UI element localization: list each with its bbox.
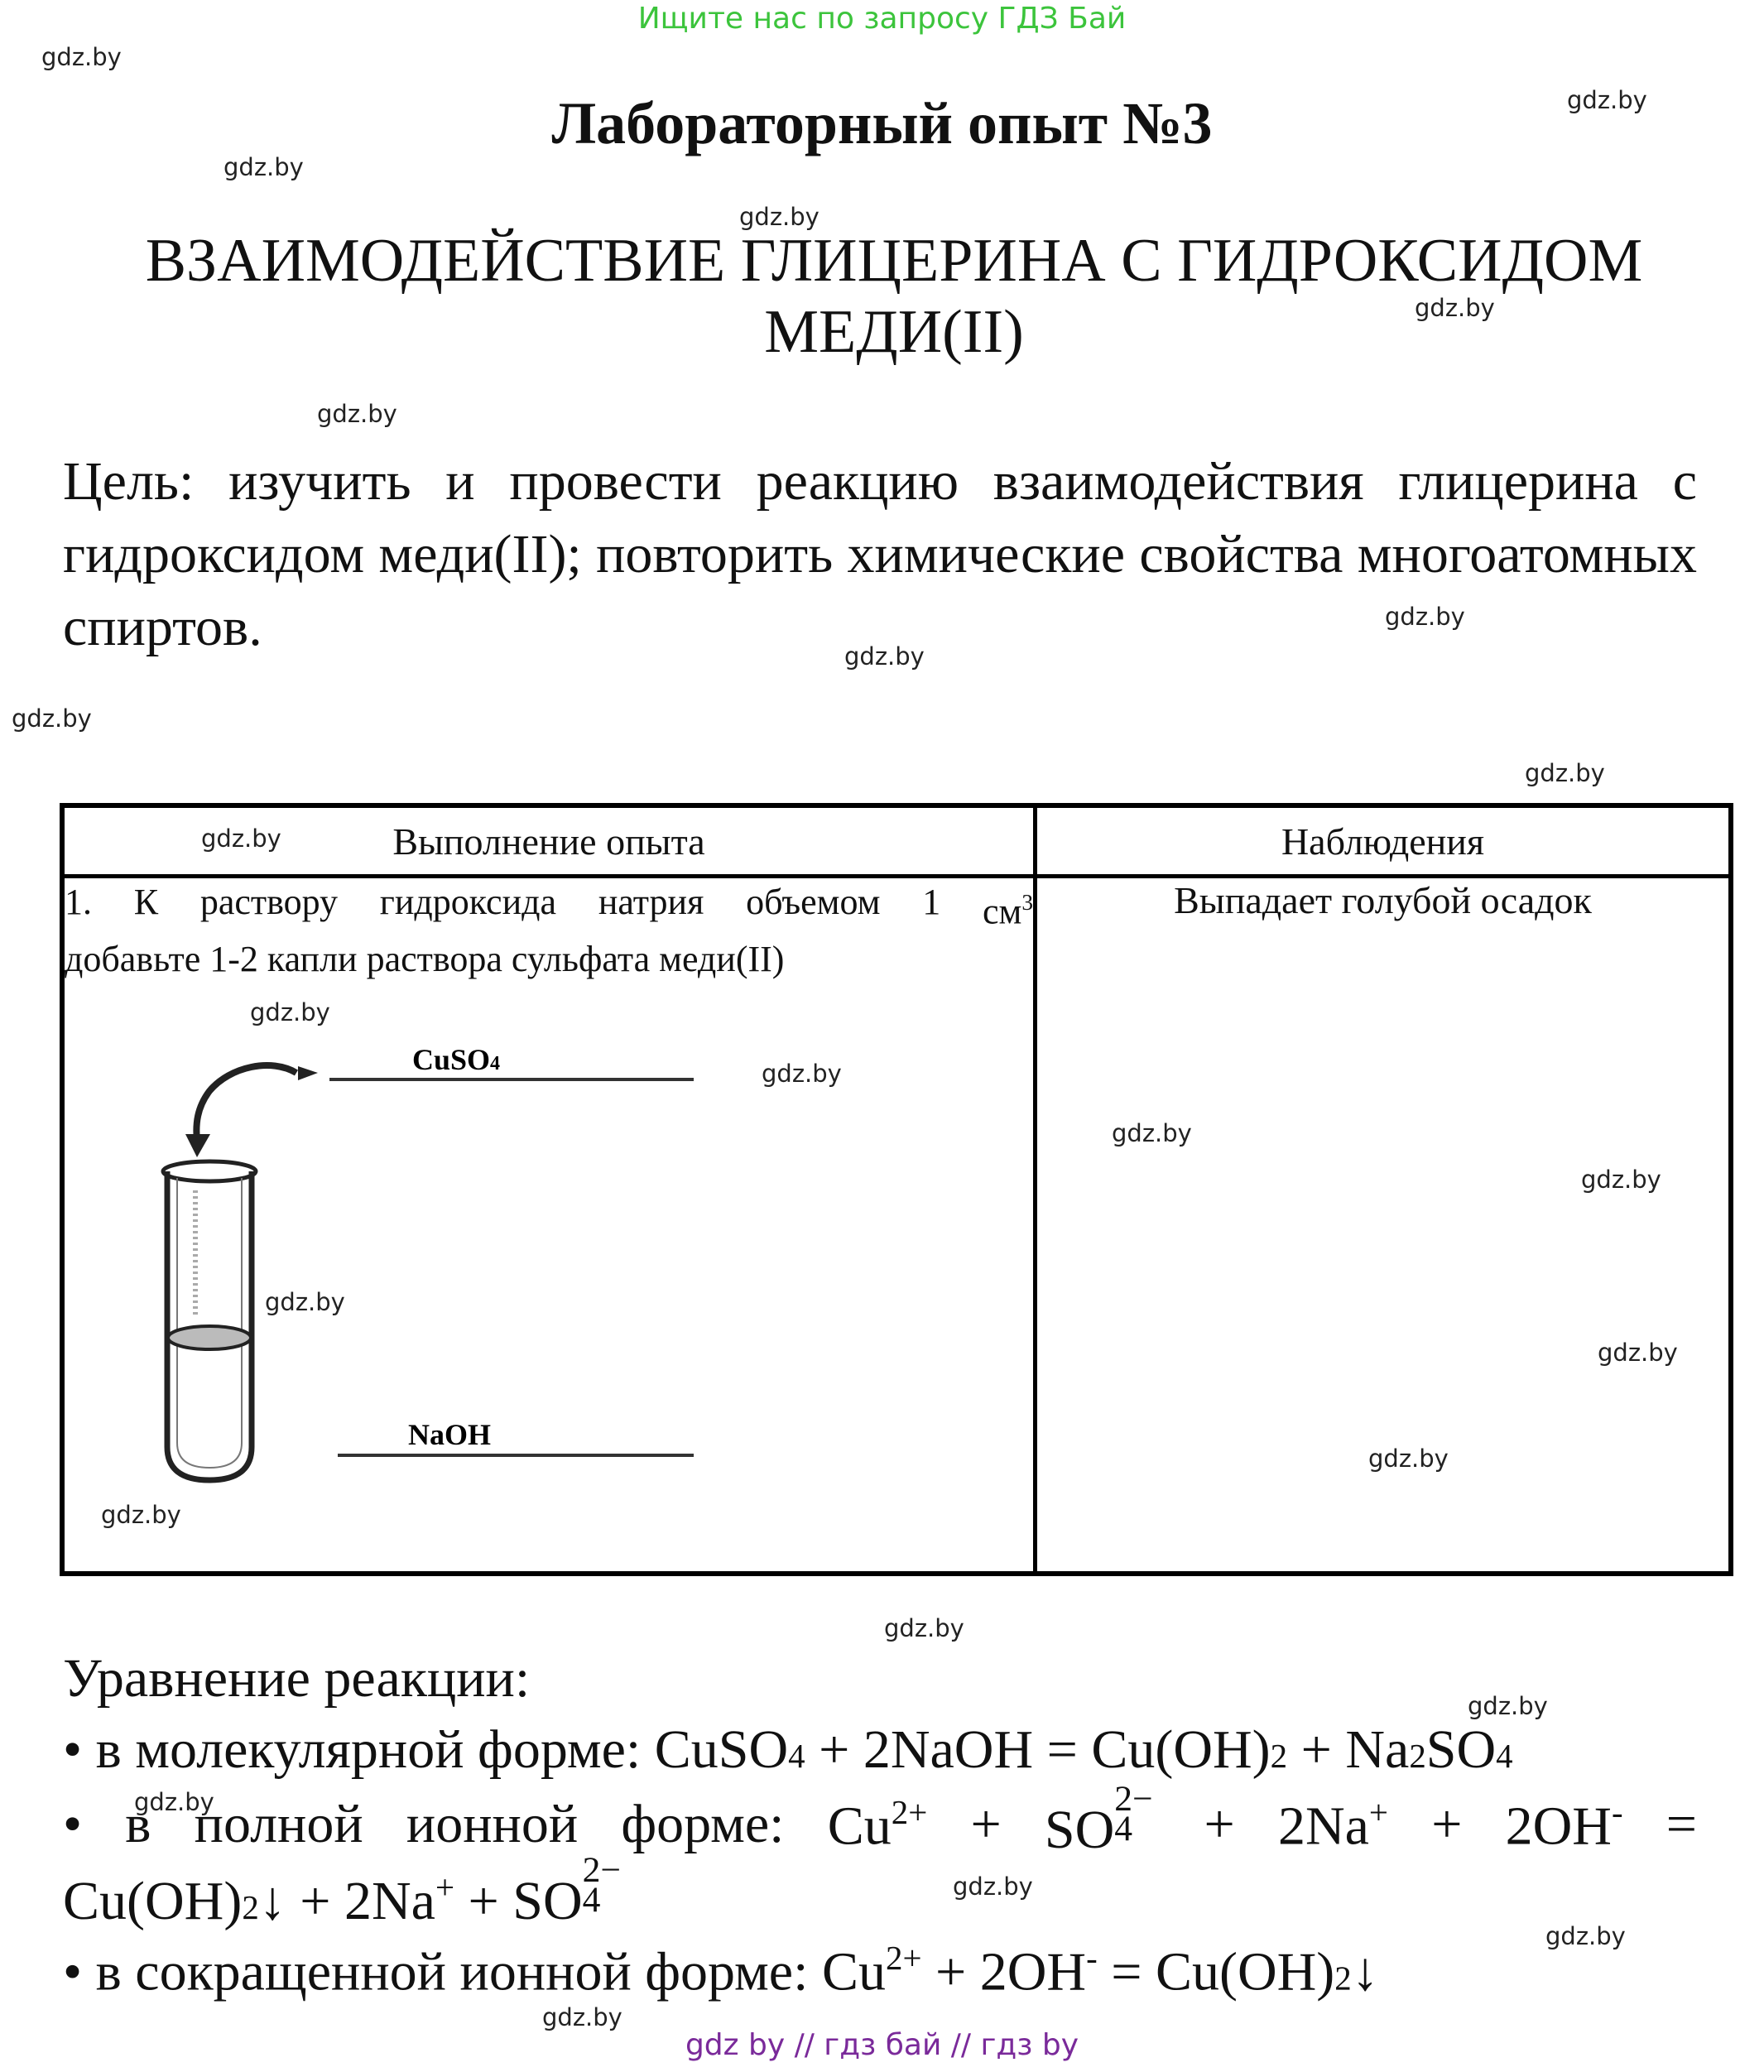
watermark: gdz.by	[134, 1788, 214, 1816]
watermark: gdz.by	[1581, 1166, 1661, 1194]
charge: 2+	[885, 1940, 922, 1977]
table-row	[62, 877, 1731, 1574]
watermark: gdz.by	[1468, 1692, 1548, 1720]
step-word: К	[133, 882, 159, 922]
arrow-head	[185, 1134, 210, 1157]
precipitate-arrow-icon: ↓	[1351, 1941, 1379, 2002]
watermark: gdz.by	[1525, 759, 1605, 787]
watermark: gdz.by	[1567, 86, 1647, 114]
column-header: Наблюдения	[1036, 805, 1732, 877]
watermark: gdz.by	[739, 203, 820, 231]
watermark: gdz.by	[1112, 1119, 1192, 1147]
operator: +	[468, 1871, 499, 1931]
watermark: gdz.by	[1545, 1922, 1626, 1950]
full-ionic-equation-line1	[63, 1778, 1697, 1862]
equation-prefix-word: форме:	[621, 1794, 785, 1854]
watermark: gdz.by	[224, 153, 304, 181]
operator: =	[1046, 1719, 1078, 1780]
equation-prefix: • в молекулярной форме:	[63, 1719, 642, 1780]
formula-part: Cu	[654, 1719, 719, 1780]
watermark: gdz.by	[1368, 1445, 1449, 1473]
ion-na: 2Na+	[1277, 1794, 1388, 1857]
precipitate-arrow-icon: ↓	[258, 1871, 286, 1931]
subscript: 2	[242, 1889, 259, 1926]
operator: +	[1204, 1794, 1235, 1854]
watermark: gdz.by	[250, 998, 330, 1026]
formula-part: Na	[1345, 1719, 1410, 1780]
ion-so4: SO 2− 4	[1044, 1778, 1153, 1860]
full-ionic-equation-line2	[63, 1849, 629, 1933]
step-word: 1	[922, 882, 941, 922]
step-word: гидроксида	[379, 882, 557, 922]
page-title: Лабораторный опыт №3	[551, 90, 1213, 156]
step-text-line	[65, 878, 1033, 935]
watermark: gdz.by	[542, 2003, 622, 2031]
label-naoh: NaOH	[408, 1418, 492, 1452]
step-word: натрия	[598, 882, 704, 922]
formula-part: 2OH	[979, 1941, 1087, 2002]
charge: +	[435, 1868, 455, 1906]
equations-heading: Уравнение реакции:	[63, 1648, 531, 1709]
footer-banner: gdz by // гдз бай // гдз by	[685, 2028, 1079, 2062]
watermark: gdz.by	[1415, 294, 1495, 322]
drop-arrow-icon	[196, 1065, 296, 1141]
table-header-row	[62, 805, 1731, 877]
operator: +	[935, 1941, 967, 2002]
watermark: gdz.by	[317, 400, 397, 428]
charge: -	[1086, 1940, 1098, 1977]
observation-cell	[1036, 877, 1732, 1574]
goal-paragraph: Цель: изучить и провести реакцию взаимодействия глицерина с гидроксидом меди(II); повторить химические свойства многоатомных спиртов.	[63, 451, 1697, 657]
arrow-tail	[298, 1066, 318, 1080]
subscript: 4	[1496, 1738, 1513, 1775]
watermark: gdz.by	[844, 642, 925, 671]
operator: =	[1111, 1941, 1142, 2002]
operator: +	[1431, 1794, 1463, 1854]
watermark: gdz.by	[1598, 1339, 1678, 1367]
formula-part: Cu(OH)	[1091, 1719, 1271, 1780]
watermark: gdz.by	[762, 1060, 842, 1088]
subscript: 4	[788, 1738, 805, 1775]
step-unit	[983, 878, 1033, 935]
observation-text: Выпадает голубой осадок	[1174, 879, 1592, 921]
column-header: Выполнение опыта	[62, 805, 1036, 877]
test-tube-figure	[65, 1000, 694, 1513]
ion-cu: $Cu^{2+}$	[827, 1794, 928, 1857]
equation-prefix-word: полной	[194, 1794, 363, 1854]
formula-part: Cu(OH)	[63, 1871, 243, 1931]
short-ionic-equation	[63, 1939, 1379, 2004]
formula-part: Cu(OH)	[1155, 1941, 1335, 2002]
watermark: gdz.by	[201, 824, 281, 853]
operator: +	[970, 1794, 1002, 1854]
watermark: gdz.by	[1385, 603, 1465, 631]
subtitle-line: МЕДИ(II)	[764, 298, 1024, 366]
equation-prefix-word: ионной	[406, 1794, 579, 1854]
experiment-table	[60, 803, 1733, 1576]
equation-prefix-word: •	[63, 1794, 83, 1854]
step-word: раствору	[199, 882, 339, 922]
watermark: gdz.by	[953, 1872, 1033, 1901]
operator: +	[1300, 1719, 1332, 1780]
subscript: 2	[1409, 1738, 1426, 1775]
unit-exponent: 3	[1021, 890, 1033, 915]
test-tube-inner	[177, 1178, 242, 1468]
subtitle-line: ВЗАИМОДЕЙСТВИЕ ГЛИЦЕРИНА С ГИДРОКСИДОМ	[145, 227, 1643, 295]
formula-part: Cu	[821, 1941, 886, 2002]
subscript: 2	[1270, 1738, 1288, 1775]
equation-prefix: • в сокращенной ионной форме:	[63, 1941, 809, 2002]
ion-oh: 2OH-	[1505, 1794, 1623, 1857]
formula-part: 2NaOH	[863, 1719, 1034, 1780]
watermark: gdz.by	[41, 43, 122, 71]
experiment-subtitle	[108, 225, 1680, 368]
subscript: 2	[1334, 1959, 1352, 1997]
procedure-cell	[62, 877, 1036, 1574]
watermark: gdz.by	[884, 1614, 964, 1642]
watermark: gdz.by	[101, 1501, 181, 1529]
step-text-line: добавьте 1-2 капли раствора сульфата меди(II)	[65, 939, 785, 980]
operator: =	[1665, 1794, 1697, 1854]
step-word: 1.	[65, 882, 92, 922]
formula-part: SO	[718, 1719, 789, 1780]
operator: +	[300, 1871, 331, 1931]
formula-part: SO	[1425, 1719, 1497, 1780]
watermark: gdz.by	[265, 1288, 345, 1316]
step-word: объемом	[746, 882, 881, 922]
label-cuso4: CuSO4	[412, 1043, 501, 1077]
equation-prefix-word: в	[125, 1794, 151, 1854]
watermark: gdz.by	[12, 704, 92, 733]
unit-symbol: см	[982, 891, 1022, 932]
molecular-equation	[63, 1719, 1513, 1781]
top-banner: Ищите нас по запросу ГДЗ Бай	[637, 2, 1127, 36]
liquid-surface	[168, 1326, 251, 1349]
formula-part: 2Na	[344, 1871, 435, 1931]
ion-so4: SO 2− 4	[512, 1849, 621, 1931]
operator: +	[819, 1719, 850, 1780]
